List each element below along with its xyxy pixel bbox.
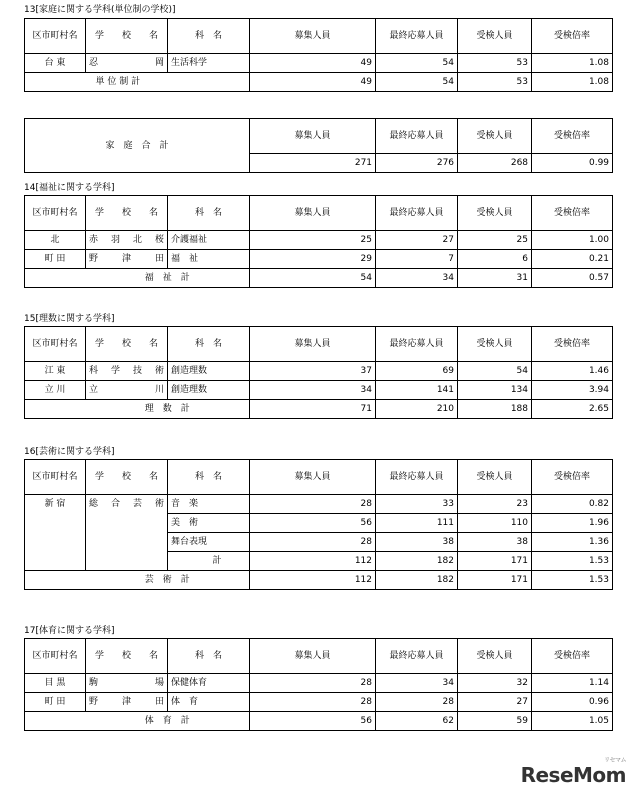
applicants-cell: 182 <box>376 571 458 590</box>
recruit-cell: 54 <box>250 269 376 288</box>
ratio-cell: 1.53 <box>532 552 613 571</box>
school-cell: 忍 岡 <box>86 54 168 73</box>
recruit-cell: 71 <box>250 400 376 419</box>
header-ratio: 受検倍率 <box>532 19 613 54</box>
header-row <box>25 19 613 54</box>
examinees-cell: 59 <box>458 712 532 731</box>
header-applicants: 最終応募人員 <box>376 119 458 154</box>
ratio-cell: 2.65 <box>532 400 613 419</box>
district-cell: 北 <box>25 231 86 250</box>
subtotal-label: 芸 術 計 <box>86 571 250 590</box>
header-examinees: 受検人員 <box>458 460 532 495</box>
school-cell: 科 学 技 術 <box>86 362 168 381</box>
home-total-label: 家 庭 合 計 <box>25 119 250 173</box>
table-row <box>25 495 613 514</box>
recruit-cell: 28 <box>250 533 376 552</box>
applicants-cell: 210 <box>376 400 458 419</box>
header-district: 区市町村名 <box>25 327 86 362</box>
examinees-cell: 6 <box>458 250 532 269</box>
school-total-label: 計 <box>168 552 250 571</box>
section-13-table <box>24 18 613 92</box>
examinees-cell: 188 <box>458 400 532 419</box>
recruit-cell: 25 <box>250 231 376 250</box>
header-recruit: 募集人員 <box>250 196 376 231</box>
ratio-cell: 0.99 <box>532 154 613 173</box>
school-cell: 野 津 田 <box>86 693 168 712</box>
table-row <box>25 674 613 693</box>
examinees-cell: 31 <box>458 269 532 288</box>
subtotal-row <box>25 400 613 419</box>
course-cell: 生活科学 <box>168 54 250 73</box>
applicants-cell: 54 <box>376 73 458 92</box>
district-cell: 江 東 <box>25 362 86 381</box>
course-cell: 創造理数 <box>168 362 250 381</box>
ratio-cell: 0.57 <box>532 269 613 288</box>
header-applicants: 最終応募人員 <box>376 196 458 231</box>
ratio-cell: 1.05 <box>532 712 613 731</box>
header-applicants: 最終応募人員 <box>376 639 458 674</box>
subtotal-label: 福 祉 計 <box>86 269 250 288</box>
resemom-logo <box>520 757 626 787</box>
header-applicants: 最終応募人員 <box>376 327 458 362</box>
table-row <box>25 381 613 400</box>
header-examinees: 受検人員 <box>458 639 532 674</box>
recruit-cell: 49 <box>250 54 376 73</box>
subtotal-row <box>25 571 613 590</box>
recruit-cell: 29 <box>250 250 376 269</box>
ratio-cell: 1.46 <box>532 362 613 381</box>
applicants-cell: 141 <box>376 381 458 400</box>
header-course: 科 名 <box>168 327 250 362</box>
district-cell: 町 田 <box>25 693 86 712</box>
header-course: 科 名 <box>168 639 250 674</box>
recruit-cell: 37 <box>250 362 376 381</box>
header-school: 学 校 名 <box>86 19 168 54</box>
applicants-cell: 33 <box>376 495 458 514</box>
home-total-table <box>24 118 613 173</box>
recruit-cell: 28 <box>250 674 376 693</box>
header-examinees: 受検人員 <box>458 119 532 154</box>
applicants-cell: 182 <box>376 552 458 571</box>
examinees-cell: 23 <box>458 495 532 514</box>
header-district: 区市町村名 <box>25 460 86 495</box>
table-row <box>25 231 613 250</box>
school-cell: 野 津 田 <box>86 250 168 269</box>
header-recruit: 募集人員 <box>250 327 376 362</box>
subtotal-label: 理 数 計 <box>86 400 250 419</box>
examinees-cell: 134 <box>458 381 532 400</box>
recruit-cell: 56 <box>250 514 376 533</box>
district-cell: 新 宿 <box>25 495 86 571</box>
examinees-cell: 54 <box>458 362 532 381</box>
ratio-cell: 1.00 <box>532 231 613 250</box>
district-cell: 町 田 <box>25 250 86 269</box>
header-recruit: 募集人員 <box>250 639 376 674</box>
recruit-cell: 28 <box>250 495 376 514</box>
header-applicants: 最終応募人員 <box>376 19 458 54</box>
course-cell: 音 楽 <box>168 495 250 514</box>
examinees-cell: 38 <box>458 533 532 552</box>
table-row <box>25 693 613 712</box>
table-row <box>25 362 613 381</box>
header-ratio: 受検倍率 <box>532 119 613 154</box>
recruit-cell: 28 <box>250 693 376 712</box>
applicants-cell: 111 <box>376 514 458 533</box>
table-row <box>25 250 613 269</box>
examinees-cell: 25 <box>458 231 532 250</box>
logo-text: ReseMom <box>520 763 626 787</box>
applicants-cell: 34 <box>376 269 458 288</box>
header-school: 学 校 名 <box>86 327 168 362</box>
district-cell: 台 東 <box>25 54 86 73</box>
header-school: 学 校 名 <box>86 639 168 674</box>
recruit-cell: 112 <box>250 552 376 571</box>
examinees-cell: 110 <box>458 514 532 533</box>
applicants-cell: 28 <box>376 693 458 712</box>
ratio-cell: 0.96 <box>532 693 613 712</box>
header-row <box>25 639 613 674</box>
header-course: 科 名 <box>168 19 250 54</box>
applicants-cell: 27 <box>376 231 458 250</box>
header-row <box>25 327 613 362</box>
ratio-cell: 1.08 <box>532 54 613 73</box>
subtotal-label: 単 位 制 計 <box>86 73 250 92</box>
course-cell: 舞台表現 <box>168 533 250 552</box>
section-16-table <box>24 459 613 590</box>
subtotal-row <box>25 73 613 92</box>
header-row <box>25 196 613 231</box>
course-cell: 保健体育 <box>168 674 250 693</box>
header-recruit: 募集人員 <box>250 19 376 54</box>
examinees-cell: 32 <box>458 674 532 693</box>
header-ratio: 受検倍率 <box>532 327 613 362</box>
course-cell: 美 術 <box>168 514 250 533</box>
recruit-cell: 271 <box>250 154 376 173</box>
school-cell: 駒 場 <box>86 674 168 693</box>
examinees-cell: 27 <box>458 693 532 712</box>
applicants-cell: 34 <box>376 674 458 693</box>
recruit-cell: 34 <box>250 381 376 400</box>
header-ratio: 受検倍率 <box>532 639 613 674</box>
header-ratio: 受検倍率 <box>532 196 613 231</box>
applicants-cell: 38 <box>376 533 458 552</box>
subtotal-row <box>25 269 613 288</box>
applicants-cell: 7 <box>376 250 458 269</box>
header-district: 区市町村名 <box>25 19 86 54</box>
header-row <box>25 460 613 495</box>
examinees-cell: 268 <box>458 154 532 173</box>
applicants-cell: 276 <box>376 154 458 173</box>
school-cell: 赤 羽 北 桜 <box>86 231 168 250</box>
section-14-title: 14[福祉に関する学科] <box>24 183 115 193</box>
applicants-cell: 54 <box>376 54 458 73</box>
header-recruit: 募集人員 <box>250 460 376 495</box>
examinees-cell: 171 <box>458 552 532 571</box>
header-course: 科 名 <box>168 460 250 495</box>
course-cell: 福 祉 <box>168 250 250 269</box>
recruit-cell: 56 <box>250 712 376 731</box>
header-district: 区市町村名 <box>25 639 86 674</box>
recruit-cell: 112 <box>250 571 376 590</box>
applicants-cell: 69 <box>376 362 458 381</box>
ratio-cell: 1.14 <box>532 674 613 693</box>
header-school: 学 校 名 <box>86 196 168 231</box>
logo-subtext: リセマム <box>604 757 626 764</box>
examinees-cell: 53 <box>458 73 532 92</box>
applicants-cell: 62 <box>376 712 458 731</box>
course-cell: 介護福祉 <box>168 231 250 250</box>
header-school: 学 校 名 <box>86 460 168 495</box>
district-cell: 目 黒 <box>25 674 86 693</box>
section-17-title: 17[体育に関する学科] <box>24 626 115 636</box>
section-16-title: 16[芸術に関する学科] <box>24 447 115 457</box>
section-17-table <box>24 638 613 731</box>
ratio-cell: 1.53 <box>532 571 613 590</box>
section-15-title: 15[理数に関する学科] <box>24 314 115 324</box>
examinees-cell: 171 <box>458 571 532 590</box>
table-row <box>25 54 613 73</box>
school-cell: 立 川 <box>86 381 168 400</box>
ratio-cell: 3.94 <box>532 381 613 400</box>
recruit-cell: 49 <box>250 73 376 92</box>
header-ratio: 受検倍率 <box>532 460 613 495</box>
section-15-table <box>24 326 613 419</box>
header-examinees: 受検人員 <box>458 19 532 54</box>
subtotal-label: 体 育 計 <box>86 712 250 731</box>
ratio-cell: 0.82 <box>532 495 613 514</box>
ratio-cell: 1.96 <box>532 514 613 533</box>
examinees-cell: 53 <box>458 54 532 73</box>
header-district: 区市町村名 <box>25 196 86 231</box>
section-13-title: 13[家庭に関する学科(単位制の学校)] <box>24 5 176 15</box>
ratio-cell: 1.08 <box>532 73 613 92</box>
ratio-cell: 0.21 <box>532 250 613 269</box>
header-examinees: 受検人員 <box>458 327 532 362</box>
header-examinees: 受検人員 <box>458 196 532 231</box>
course-cell: 体 育 <box>168 693 250 712</box>
ratio-cell: 1.36 <box>532 533 613 552</box>
section-14-table <box>24 195 613 288</box>
header-recruit: 募集人員 <box>250 119 376 154</box>
school-cell: 総 合 芸 術 <box>86 495 168 571</box>
course-cell: 創造理数 <box>168 381 250 400</box>
district-cell: 立 川 <box>25 381 86 400</box>
header-applicants: 最終応募人員 <box>376 460 458 495</box>
subtotal-row <box>25 712 613 731</box>
header-course: 科 名 <box>168 196 250 231</box>
